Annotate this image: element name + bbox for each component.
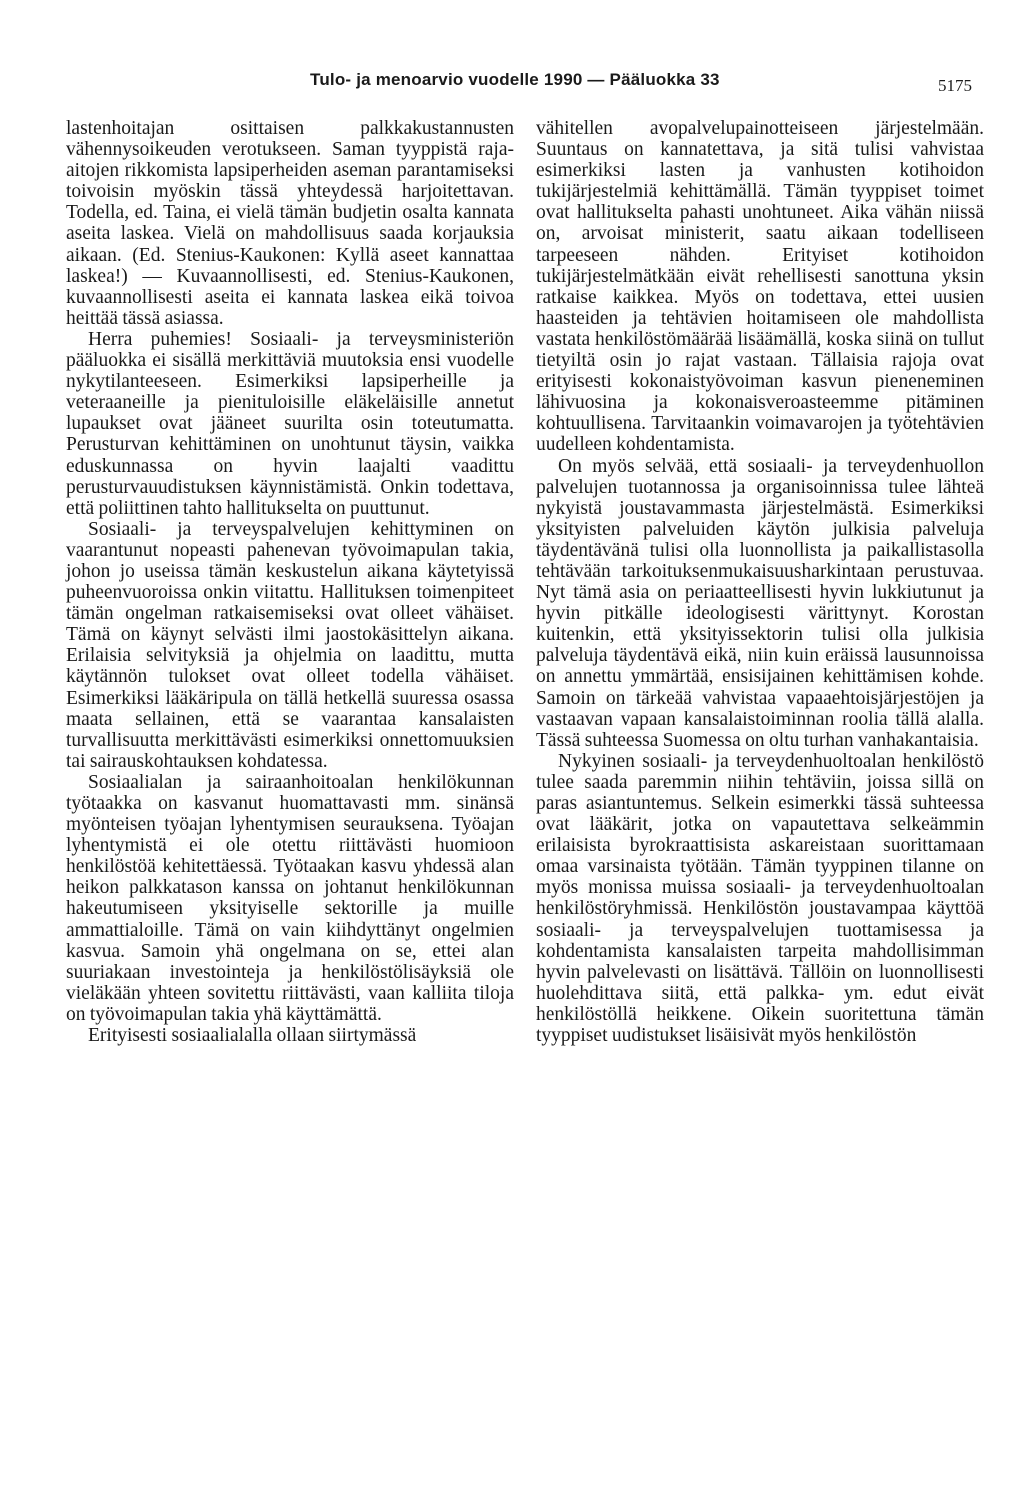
- paragraph: lastenhoitajan osittaisen palkkakustannusten vähennysoikeuden verotukseen. Saman tyyppistä raja-aitojen rikkomista lapsiperheiden aseman parantamiseksi toivoisin myöskin tässä yhteydessä harjoitettavan. Todella, ed. Taina, ei vielä tämän budjetin osalta kannata aseita laskea. Vielä on mahdollisuus saada korjauksia aikaan. (Ed. Stenius-Kaukonen: Kyllä aseet kannattaa laskea!) — Kuvaannollisesti, ed. Stenius-Kaukonen, kuvaannollisesti aseita ei kannata laskea eikä toivoa heittää tässä asiassa.: [66, 118, 514, 329]
- paragraph: On myös selvää, että sosiaali- ja terveydenhuollon palvelujen tuotannossa ja organisoinnissa tulee lähteä nykyistä joustavammasta järjestelmästä. Esimerkiksi yksityisten palveluiden käytön julkisia palveluja täydentävänä tulisi olla luonnollista ja paikallistasolla tehtävään tarkoituksenmukaisuusharkintaan perustuvaa. Nyt tämä asia on periaatteellisesti hyvin lukkiutunut ja hyvin pitkälle ideologisesti värittynyt. Korostan kuitenkin, että yksityissektorin tulisi olla julkisia palveluja täydentävä eikä, niin kuin eräissä lausunnoissa on annettu ymmärtää, ensisijainen kehittämisen kohde. Samoin on tärkeää vahvistaa vapaaehtoisjärjestöjen ja vastaavan vapaan kansalaistoiminnan roolia tällä alalla. Tässä suhteessa Suomessa on oltu turhan vanhakantaisia.: [536, 455, 984, 751]
- paragraph: Sosiaali- ja terveyspalvelujen kehittyminen on vaarantunut nopeasti pahenevan työvoimapulan takia, johon jo useissa tämän keskustelun aikana käytetyissä puheenvuoroissa onkin viitattu. Hallituksen toimenpiteet tämän ongelman ratkaisemiseksi ovat olleet vähäiset. Tämä on käynyt selvästi ilmi jaostokäsittelyn aikana. Erilaisia selvityksiä ja ohjelmia on laadittu, mutta käytännön tulokset ovat olleet todella vähäiset. Esimerkiksi lääkäripula on tällä hetkellä suuressa osassa maata sellainen, että se vaarantaa kansalaisten turvallisuutta merkittävästi esimerkiksi onnettomuuksien tai sairauskohtauksen kohdatessa.: [66, 518, 514, 772]
- right-column: [536, 118, 984, 1046]
- left-column: [66, 118, 514, 1046]
- paragraph: Nykyinen sosiaali- ja terveydenhuoltoalan henkilöstö tulee saada paremmin niihin tehtäviin, joissa sillä on paras asiantuntemus. Selkein esimerkki tässä suhteessa ovat lääkärit, jotka on vapautettava selkeämmin erilaisista byrokraattisista askareistaan suorittamaan omaa varsinaista työtään. Tämän tyyppinen tilanne on myös monissa muissa sosiaali- ja terveydenhuoltoalan henkilöstöryhmissä. Henkilöstön joustavampaa käyttöä sosiaali- ja terveyspalvelujen tuottamisessa ja kohdentamista kansalaisten tarpeita mahdollisimman hyvin palvelevasti on lisättävä. Tällöin on luonnollisesti huolehdittava siitä, että palkka- ym. edut eivät henkilöstöllä heikkene. Oikein suoritettuna tämän tyyppiset uudistukset lisäisivät myös henkilöstön: [536, 750, 984, 1047]
- running-header: Tulo- ja menoarvio vuodelle 1990 — Pääluokka 33: [310, 70, 720, 89]
- paragraph: Herra puhemies! Sosiaali- ja terveysministeriön pääluokka ei sisällä merkittäviä muutoksia ensi vuodelle nykytilanteeseen. Esimerkiksi lapsiperheille ja veteraaneille ja pienituloisille eläkeläisille annetut lupaukset ovat jääneet suurilta osin toteutumatta. Perusturvan kehittäminen on unohtunut täysin, vaikka eduskunnassa on hyvin laajalti vaadittu perusturvauudistuksen käynnistämistä. Onkin todettava, että poliittinen tahto hallitukselta on puuttunut.: [66, 328, 514, 519]
- paragraph: Erityisesti sosiaalialalla ollaan siirtymässä: [88, 1025, 417, 1047]
- paragraph: vähitellen avopalvelupainotteiseen järjestelmään. Suuntaus on kannatettava, ja sitä tulisi vahvistaa esimerkiksi lasten ja vanhusten kotihoidon tukijärjestelmiä kehittämällä. Tämän tyyppiset toimet ovat hallitukselta pahasti unohtuneet. Aika vähän niissä on, arvoisat ministerit, saatu aikaan todelliseen tarpeeseen nähden. Erityiset kotihoidon tukijärjestelmätkään eivät rehellisesti sanottuna yksin ratkaise kaikkea. Myös on todettava, ettei uusien haasteiden ja tehtävien hoitamiseen ole mahdollista vastata henkilöstömäärää lisäämällä, koska siinä on tullut tietyiltä osin jo rajat vastaan. Tällaisia rajoja ovat erityisesti kokonaistyövoiman kasvun pieneneminen lähivuosina ja kokonaisveroasteemme pitäminen kohtuullisena. Tarvitaankin voimavarojen ja työtehtävien uudelleen kohdentamista.: [536, 118, 984, 456]
- page-number: 5175: [938, 76, 972, 95]
- paragraph: Sosiaalialan ja sairaanhoitoalan henkilökunnan työtaakka on kasvanut huomattavasti mm. sinänsä myönteisen työajan lyhentymisen seurauksena. Työajan lyhentymistä ei ole otettu riittävästi huomioon henkilöstöä kehitettäessä. Työtaakan kasvu yhdessä alan heikon palkkatason kanssa on johtanut henkilökunnan hakeutumiseen yksityiselle sektorille ja muille ammattialoille. Tämä on vain kiihdyttänyt ongelmien kasvua. Samoin yhä ongelmana on se, ettei alan suuriakaan investointeja ja henkilöstölisäyksiä ole vieläkään yhteen sovitettu riittävästi, vaan kalliita tiloja on työvoimapulan takia yhä käyttämättä.: [66, 771, 514, 1025]
